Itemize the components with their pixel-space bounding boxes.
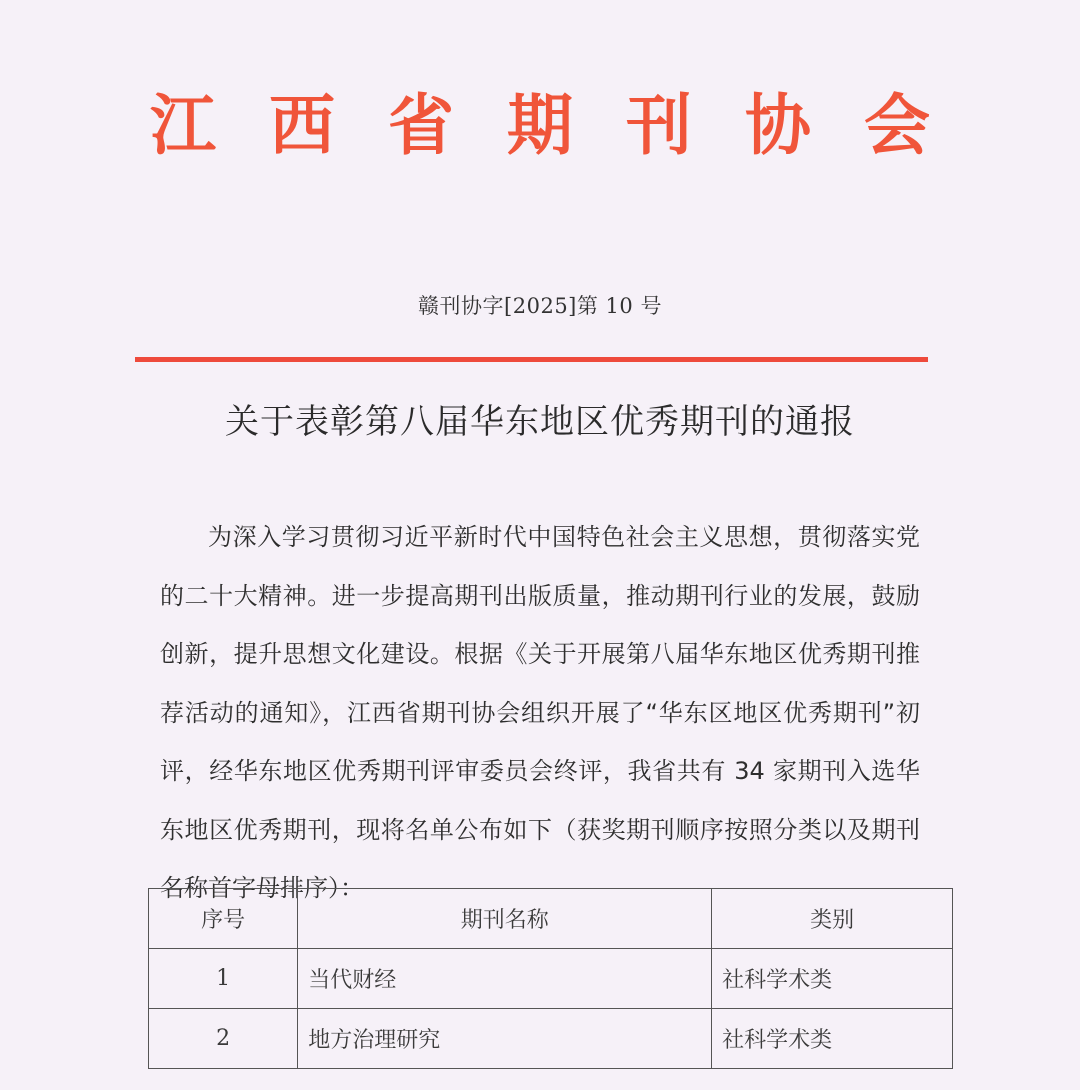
masthead <box>140 76 940 176</box>
row-number: 1 <box>149 949 298 1009</box>
row-category: 社科学术类 <box>712 1009 953 1069</box>
red-divider <box>135 357 928 362</box>
document-number: 赣刊协字[2025]第 10 号 <box>418 294 662 318</box>
masthead-char: 协 <box>745 87 811 164</box>
masthead-char: 西 <box>269 87 335 164</box>
row-number: 2 <box>149 1009 298 1069</box>
document-title: 关于表彰第八届华东地区优秀期刊的通报 <box>225 402 855 442</box>
row-journal-name: 地方治理研究 <box>298 1009 712 1069</box>
masthead-char: 期 <box>507 87 573 164</box>
header-category: 类别 <box>712 889 953 949</box>
masthead-char: 省 <box>388 87 454 164</box>
awards-table <box>148 888 953 1069</box>
masthead-char: 会 <box>864 87 930 164</box>
table-row <box>149 949 953 1009</box>
table-header-row <box>149 889 953 949</box>
masthead-char: 刊 <box>626 87 692 164</box>
row-journal-name: 当代财经 <box>298 949 712 1009</box>
body-text <box>160 508 920 918</box>
masthead-char: 江 <box>150 87 216 164</box>
body-paragraph: 为深入学习贯彻习近平新时代中国特色社会主义思想，贯彻落实党的二十大精神。进一步提高期刊出版质量，推动期刊行业的发展，鼓励创新，提升思想文化建设。根据《关于开展第八届华东地区优秀期刊推荐活动的通知》，江西省期刊协会组织开展了“华东区地区优秀期刊”初评，经华东地区优秀期刊评审委员会终评，我省共有 34 家期刊入选华东地区优秀期刊，现将名单公布如下（获奖期刊顺序按照分类以及期刊名称首字母排序）： <box>160 523 920 902</box>
header-number: 序号 <box>149 889 298 949</box>
row-category: 社科学术类 <box>712 949 953 1009</box>
table-row <box>149 1009 953 1069</box>
header-journal-name: 期刊名称 <box>298 889 712 949</box>
